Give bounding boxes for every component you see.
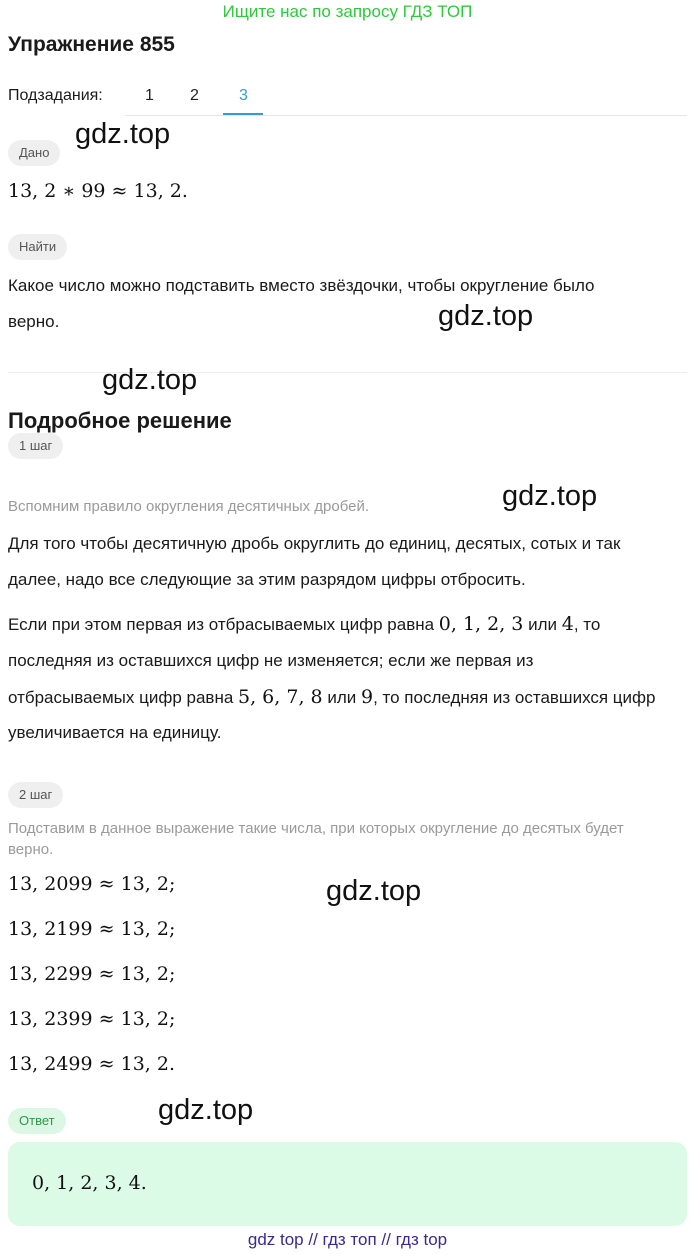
tabs-divider (125, 115, 687, 116)
rule-text: отбрасываемых цифр равна (8, 688, 239, 707)
step-1-paragraph-1-line-1: Для того чтобы десятичную дробь округлить до единиц, десятых, сотых и так (8, 534, 621, 553)
active-tab-indicator (223, 113, 263, 115)
tab-subtask-2[interactable]: 2 (190, 87, 199, 104)
find-text-line-2: верно. (8, 312, 60, 331)
answer-value: 0, 1, 2, 3, 4. (32, 1172, 147, 1194)
step-2-hint-line-1: Подставим в данное выражение такие числа, при которых округление до десятых будет (8, 820, 624, 837)
step-1-badge: 1 шаг (8, 433, 63, 459)
rule-text: Если при этом первая из отбрасываемых цифр равна (8, 615, 439, 634)
equation-5: 13, 2499 ≈ 13, 2. (8, 1053, 175, 1075)
solution-title: Подробное решение (8, 408, 232, 433)
top-banner[interactable]: Ищите нас по запросу ГДЗ ТОП (222, 2, 473, 21)
watermark: gdz.top (102, 364, 198, 396)
given-expression: 13, 2 ∗ 99 ≈ 13, 2. (8, 180, 188, 202)
rule-digit-four: 4 (561, 613, 574, 635)
step-1-paragraph-2-line-3 (8, 679, 688, 716)
step-2-badge: 2 шаг (8, 782, 63, 808)
rule-digits-keep: 0, 1, 2, 3 (438, 613, 524, 635)
step-1-paragraph-2-line-1 (8, 606, 688, 643)
given-badge: Дано (8, 140, 60, 166)
rule-text: или (322, 688, 361, 707)
find-badge: Найти (8, 234, 67, 260)
rule-digit-nine: 9 (360, 686, 374, 708)
equation-3: 13, 2299 ≈ 13, 2; (8, 963, 176, 985)
rule-digits-increase: 5, 6, 7, 8 (238, 686, 323, 708)
watermark: gdz.top (438, 300, 534, 332)
tab-subtask-3[interactable]: 3 (239, 87, 248, 104)
watermark: gdz.top (75, 118, 171, 150)
step-1-paragraph-2-line-4: увеличивается на единицу. (8, 723, 222, 742)
answer-badge: Ответ (8, 1108, 66, 1134)
footer-link-gdz-top-mixed[interactable]: гдз top (395, 1230, 448, 1249)
footer-link-gdz-top[interactable]: gdz top (247, 1230, 304, 1249)
rule-text: , то последняя из оставшихся цифр (373, 688, 656, 707)
footer-separator: // (303, 1230, 323, 1249)
step-2-hint-line-2: верно. (8, 841, 54, 858)
find-text-line-1: Какое число можно подставить вместо звёздочки, чтобы округление было (8, 276, 595, 295)
watermark: gdz.top (502, 480, 598, 512)
tab-subtask-1[interactable]: 1 (145, 87, 154, 104)
step-1-paragraph-2-line-2: последняя из оставшихся цифр не изменяется; если же первая из (8, 651, 534, 670)
step-1-hint: Вспомним правило округления десятичных дробей. (8, 498, 370, 515)
footer-links (0, 1230, 695, 1250)
watermark: gdz.top (326, 875, 422, 907)
equation-2: 13, 2199 ≈ 13, 2; (8, 918, 176, 940)
equation-4: 13, 2399 ≈ 13, 2; (8, 1008, 176, 1030)
rule-text: или (523, 615, 562, 634)
rule-text: , то (573, 615, 601, 634)
step-1-paragraph-1-line-2: далее, надо все следующие за этим разрядом цифры отбросить. (8, 570, 526, 589)
subtasks-label: Подзадания: (8, 87, 103, 104)
footer-separator: // (376, 1230, 396, 1249)
page-title: Упражнение 855 (8, 33, 175, 56)
watermark: gdz.top (158, 1094, 254, 1126)
footer-link-gdz-top-ru[interactable]: гдз топ (322, 1230, 377, 1249)
equation-1: 13, 2099 ≈ 13, 2; (8, 873, 176, 895)
